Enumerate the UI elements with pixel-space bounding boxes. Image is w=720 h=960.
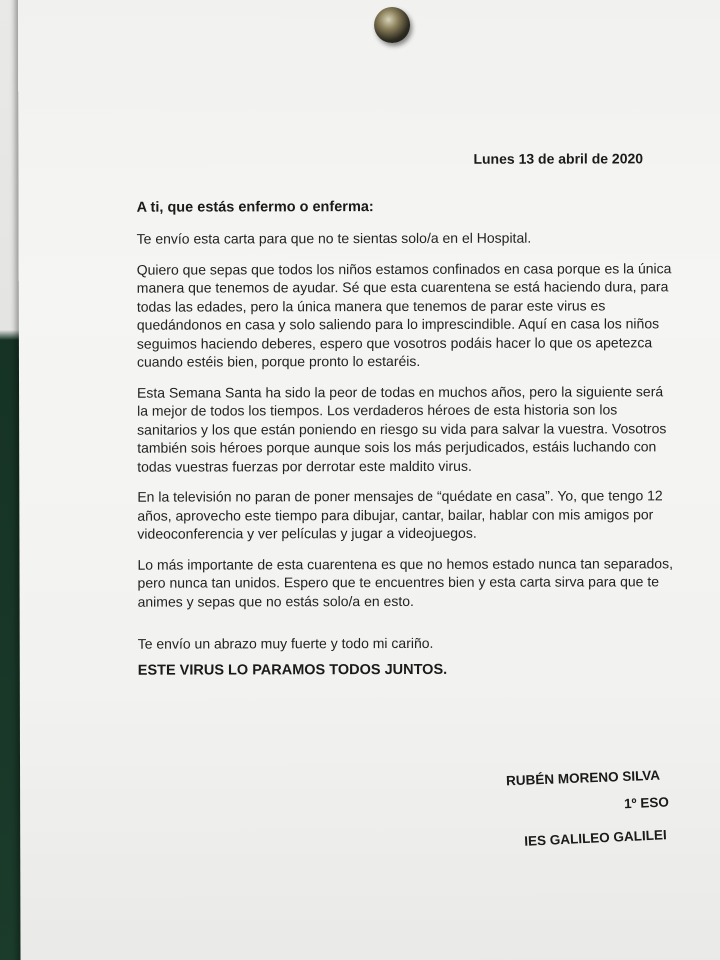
signature-school: IES GALILEO GALILEI <box>523 827 667 849</box>
paragraph: Te envío esta carta para que no te sientas solo/a en el Hospital. <box>136 229 532 247</box>
signature-course: 1º ESO <box>623 794 670 812</box>
thumbtack-icon <box>374 7 410 43</box>
letter-sheet <box>18 0 720 960</box>
letter-date: Lunes 13 de abril de 2020 <box>473 150 644 167</box>
letter-salutation: A ti, que estás enfermo o enferma: <box>136 199 374 216</box>
letter-body <box>137 228 678 622</box>
signature-name: RUBÉN MORENO SILVA <box>505 767 661 789</box>
paragraph: Quiero que sepas que todos los niños estamos confinados en casa porque es la única manera que tenemos de ayudar. Sé que esta cuarentena se está haciendo dura, para todas las edades, pero la única manera que tenemos de parar este virus es quedándonos en casa y solo saliendo para lo imprescindible. Aquí en casa los niños seguimos haciendo deberes, espero que vosotros podáis hacer lo que os apetezca cuando estéis bien, porque pronto lo estaréis. <box>136 259 672 370</box>
letter-closing: Te envío un abrazo muy fuerte y todo mi cariño. <box>137 634 434 652</box>
letter-motto: ESTE VIRUS LO PARAMOS TODOS JUNTOS. <box>137 661 448 679</box>
paragraph: En la televisión no paran de poner mensajes de “quédate en casa”. Yo, que tengo 12 años, aprovecho este tiempo para dibujar, cantar, bailar, hablar con mis amigos por videoconferencia y ver películas y jugar a videojuegos. <box>137 487 663 542</box>
paragraph: Esta Semana Santa ha sido la peor de todas en muchos años, pero la siguiente será la mejor de todos los tiempos. Los verdaderos héroes de esta historia son los sanitarios y los que están poniendo en riesgo su vida para salvar la vuestra. Vosotros también sois héroes porque aunque sois los más perjudicados, estáis luchando con todas vuestras fuerzas por derrotar este maldito virus. <box>137 382 667 475</box>
paragraph: Lo más importante de esta cuarentena es que no hemos estado nunca tan separados, pero nunca tan unidos. Espero que te encuentres bien y esta carta sirva para que te animes y sepas que no estás solo/a en esto. <box>137 554 673 610</box>
